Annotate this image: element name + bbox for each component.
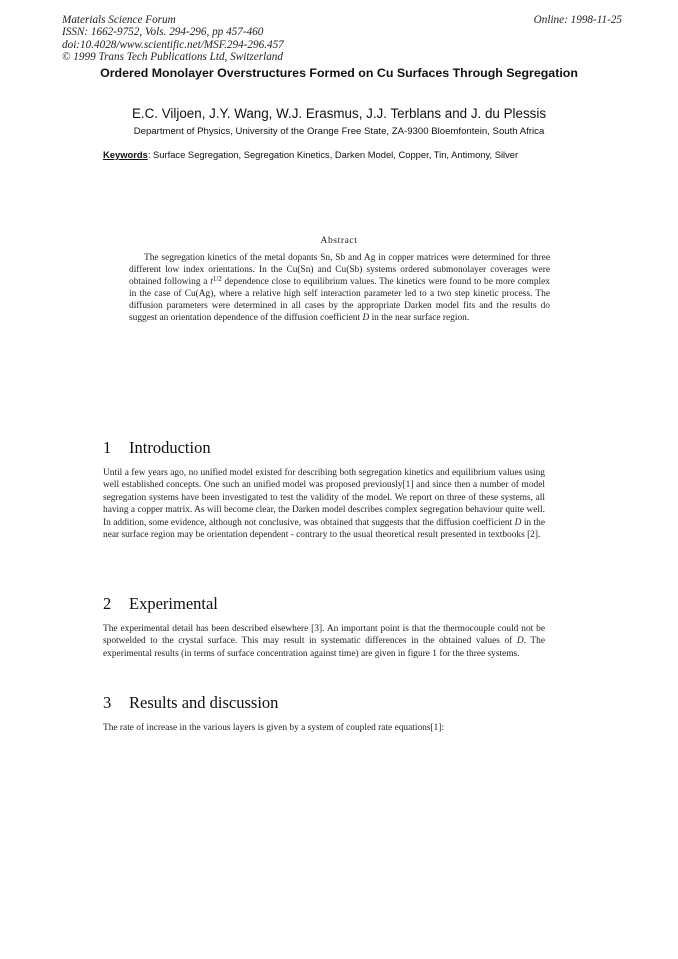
math-d: D <box>514 517 522 528</box>
introduction-paragraph: Until a few years ago, no unified model existed for describing both segregation kinetics and equilibrium values using well established concepts. One such an unified model was proposed previously[1] and since then a number of model segregation systems have been investigated to test the validity of the model. We report on three of these systems, all having a copper matrix. As will become clear, the Darken model describes complex segregation behaviour quite well. In addition, some evidence, although not conclusive, was obtained that suggests that the diffusion coefficient D in the near surface region may be orientation dependent - contrary to the usual theoretical result presented in textbooks [2]. <box>103 468 545 541</box>
math-t: t <box>210 277 213 288</box>
section-heading-introduction: 1 Introduction <box>103 438 211 457</box>
copyright-line: © 1999 Trans Tech Publications Ltd, Switzerland <box>62 51 283 64</box>
keywords-label: Keywords <box>103 149 148 160</box>
paper-title: Ordered Monolayer Overstructures Formed on Cu Surfaces Through Segregation <box>100 66 578 80</box>
publication-meta <box>62 14 622 64</box>
math-d: D <box>516 636 524 647</box>
abstract-body: The segregation kinetics of the metal dopants Sn, Sb and Ag in copper matrices were determined for three different low index orientations. In the Cu(Sn) and Cu(Sb) systems ordered submonolayer coverages were obtained following a $t^{1/2}$ dependence close to equilibrium values. The kinetics were found to be more complex in the case of Cu(Ag), where a relative high self interaction parameter led to a two step kinetic process. The diffusion parameters were determined in all cases by the appropriate Darken model fits and the results do suggest an orientation dependence of the diffusion coefficient D in the near surface region. <box>129 253 550 324</box>
keywords-text: : Surface Segregation, Segregation Kinetics, Darken Model, Copper, Tin, Antimony, Silver <box>147 149 519 160</box>
issn-line: ISSN: 1662-9752, Vols. 294-296, pp 457-460 <box>62 26 264 39</box>
abstract-heading: Abstract <box>320 236 358 246</box>
section-heading-experimental: 2 Experimental <box>103 594 218 613</box>
doi-line[interactable]: doi:10.4028/www.scientific.net/MSF.294-296.457 <box>62 38 284 51</box>
results-paragraph: The rate of increase in the various layers is given by a system of coupled rate equations[1]: <box>103 723 445 733</box>
math-exponent: 1/2 <box>212 275 222 284</box>
keywords <box>103 149 553 161</box>
author-list: E.C. Viljoen, J.Y. Wang, W.J. Erasmus, J.J. Terblans and J. du Plessis <box>131 106 547 121</box>
section-heading-results: 3 Results and discussion <box>103 693 279 712</box>
affiliation: Department of Physics, University of the Orange Free State, ZA-9300 Bloemfontein, South Africa <box>133 126 545 137</box>
journal-name: Materials Science Forum <box>62 14 176 26</box>
online-date: Online: 1998-11-25 <box>533 14 622 26</box>
experimental-paragraph: The experimental detail has been described elsewhere [3]. An important point is that the thermocouple could not be spotwelded to the crystal surface. This may result in systematic differences in the obtained values of D. The experimental results (in terms of surface concentration against time) are given in figure 1 for the three systems. <box>103 624 545 659</box>
math-d: D <box>362 313 370 324</box>
